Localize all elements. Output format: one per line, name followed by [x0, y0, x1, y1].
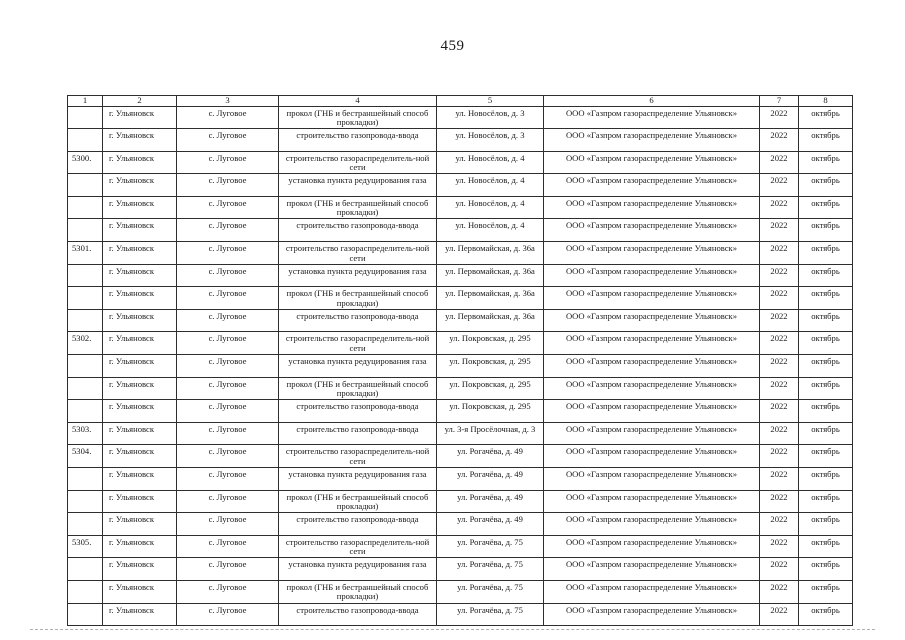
work-type-cell: установка пункта редуцирования газа [279, 355, 437, 378]
year-cell: 2022 [760, 513, 799, 536]
city-cell: г. Ульяновск [103, 151, 177, 174]
row-number-cell [68, 468, 103, 491]
year-cell: 2022 [760, 377, 799, 400]
settlement-cell: с. Луговое [177, 106, 279, 129]
address-cell: ул. Покровская, д. 295 [437, 355, 544, 378]
table-row [68, 558, 853, 581]
row-number-cell [68, 355, 103, 378]
work-type-cell: прокол (ГНБ и бестраншейный способ прокладки) [279, 490, 437, 513]
year-cell: 2022 [760, 242, 799, 265]
work-type-cell: строительство газораспределитель-ной сети [279, 332, 437, 355]
month-cell: октябрь [799, 332, 853, 355]
month-cell: октябрь [799, 422, 853, 445]
header-col-8: 8 [799, 96, 853, 107]
month-cell: октябрь [799, 490, 853, 513]
organization-cell: ООО «Газпром газораспределение Ульяновск» [544, 580, 760, 603]
row-number-cell [68, 580, 103, 603]
city-cell: г. Ульяновск [103, 558, 177, 581]
address-cell: ул. Рогачёва, д. 49 [437, 468, 544, 491]
city-cell: г. Ульяновск [103, 490, 177, 513]
month-cell: октябрь [799, 558, 853, 581]
month-cell: октябрь [799, 603, 853, 626]
city-cell: г. Ульяновск [103, 129, 177, 152]
organization-cell: ООО «Газпром газораспределение Ульяновск» [544, 287, 760, 310]
organization-cell: ООО «Газпром газораспределение Ульяновск» [544, 129, 760, 152]
city-cell: г. Ульяновск [103, 106, 177, 129]
settlement-cell: с. Луговое [177, 174, 279, 197]
settlement-cell: с. Луговое [177, 129, 279, 152]
settlement-cell: с. Луговое [177, 219, 279, 242]
month-cell: октябрь [799, 535, 853, 558]
month-cell: октябрь [799, 309, 853, 332]
row-number-cell: 5304. [68, 445, 103, 468]
work-type-cell: прокол (ГНБ и бестраншейный способ прокладки) [279, 580, 437, 603]
settlement-cell: с. Луговое [177, 490, 279, 513]
address-cell: ул. Покровская, д. 295 [437, 377, 544, 400]
year-cell: 2022 [760, 558, 799, 581]
table-row [68, 490, 853, 513]
month-cell: октябрь [799, 129, 853, 152]
table-row [68, 196, 853, 219]
settlement-cell: с. Луговое [177, 264, 279, 287]
row-number-cell [68, 377, 103, 400]
row-number-cell: 5301. [68, 242, 103, 265]
table-row [68, 219, 853, 242]
row-number-cell [68, 264, 103, 287]
table-row [68, 332, 853, 355]
city-cell: г. Ульяновск [103, 242, 177, 265]
work-type-cell: строительство газопровода-ввода [279, 513, 437, 536]
month-cell: октябрь [799, 151, 853, 174]
address-cell: ул. Новосёлов, д. 4 [437, 174, 544, 197]
table-row [68, 174, 853, 197]
table-row [68, 580, 853, 603]
address-cell: ул. Новосёлов, д. 4 [437, 196, 544, 219]
year-cell: 2022 [760, 332, 799, 355]
month-cell: октябрь [799, 513, 853, 536]
year-cell: 2022 [760, 468, 799, 491]
year-cell: 2022 [760, 535, 799, 558]
table-row [68, 377, 853, 400]
organization-cell: ООО «Газпром газораспределение Ульяновск» [544, 490, 760, 513]
month-cell: октябрь [799, 377, 853, 400]
city-cell: г. Ульяновск [103, 580, 177, 603]
year-cell: 2022 [760, 196, 799, 219]
organization-cell: ООО «Газпром газораспределение Ульяновск» [544, 400, 760, 423]
year-cell: 2022 [760, 287, 799, 310]
work-type-cell: строительство газопровода-ввода [279, 603, 437, 626]
year-cell: 2022 [760, 151, 799, 174]
organization-cell: ООО «Газпром газораспределение Ульяновск» [544, 558, 760, 581]
organization-cell: ООО «Газпром газораспределение Ульяновск» [544, 332, 760, 355]
settlement-cell: с. Луговое [177, 558, 279, 581]
month-cell: октябрь [799, 174, 853, 197]
row-number-cell [68, 513, 103, 536]
city-cell: г. Ульяновск [103, 174, 177, 197]
address-cell: ул. Первомайская, д. 36а [437, 264, 544, 287]
month-cell: октябрь [799, 106, 853, 129]
year-cell: 2022 [760, 445, 799, 468]
address-cell: ул. Покровская, д. 295 [437, 332, 544, 355]
header-row [68, 96, 853, 107]
organization-cell: ООО «Газпром газораспределение Ульяновск» [544, 603, 760, 626]
address-cell: ул. Рогачёва, д. 49 [437, 445, 544, 468]
address-cell: ул. Рогачёва, д. 75 [437, 603, 544, 626]
table-row [68, 264, 853, 287]
city-cell: г. Ульяновск [103, 264, 177, 287]
settlement-cell: с. Луговое [177, 287, 279, 310]
row-number-cell [68, 106, 103, 129]
address-cell: ул. Покровская, д. 295 [437, 400, 544, 423]
city-cell: г. Ульяновск [103, 332, 177, 355]
city-cell: г. Ульяновск [103, 535, 177, 558]
organization-cell: ООО «Газпром газораспределение Ульяновск» [544, 219, 760, 242]
header-col-7: 7 [760, 96, 799, 107]
work-type-cell: строительство газораспределитель-ной сети [279, 535, 437, 558]
city-cell: г. Ульяновск [103, 377, 177, 400]
settlement-cell: с. Луговое [177, 445, 279, 468]
organization-cell: ООО «Газпром газораспределение Ульяновск» [544, 377, 760, 400]
settlement-cell: с. Луговое [177, 513, 279, 536]
organization-cell: ООО «Газпром газораспределение Ульяновск» [544, 264, 760, 287]
table-row [68, 355, 853, 378]
city-cell: г. Ульяновск [103, 603, 177, 626]
month-cell: октябрь [799, 219, 853, 242]
address-cell: ул. Первомайская, д. 36а [437, 242, 544, 265]
table-row [68, 535, 853, 558]
work-type-cell: прокол (ГНБ и бестраншейный способ прокладки) [279, 287, 437, 310]
header-col-4: 4 [279, 96, 437, 107]
settlement-cell: с. Луговое [177, 309, 279, 332]
row-number-cell [68, 490, 103, 513]
table-row [68, 603, 853, 626]
month-cell: октябрь [799, 400, 853, 423]
settlement-cell: с. Луговое [177, 355, 279, 378]
organization-cell: ООО «Газпром газораспределение Ульяновск» [544, 468, 760, 491]
organization-cell: ООО «Газпром газораспределение Ульяновск» [544, 309, 760, 332]
row-number-cell [68, 558, 103, 581]
work-type-cell: строительство газораспределитель-ной сети [279, 151, 437, 174]
settlement-cell: с. Луговое [177, 242, 279, 265]
row-number-cell: 5300. [68, 151, 103, 174]
settlement-cell: с. Луговое [177, 422, 279, 445]
settlement-cell: с. Луговое [177, 400, 279, 423]
organization-cell: ООО «Газпром газораспределение Ульяновск» [544, 535, 760, 558]
year-cell: 2022 [760, 264, 799, 287]
table-row [68, 106, 853, 129]
organization-cell: ООО «Газпром газораспределение Ульяновск» [544, 513, 760, 536]
row-number-cell [68, 219, 103, 242]
month-cell: октябрь [799, 264, 853, 287]
row-number-cell: 5305. [68, 535, 103, 558]
address-cell: ул. Первомайская, д. 36а [437, 309, 544, 332]
month-cell: октябрь [799, 287, 853, 310]
organization-cell: ООО «Газпром газораспределение Ульяновск» [544, 151, 760, 174]
settlement-cell: с. Луговое [177, 580, 279, 603]
year-cell: 2022 [760, 355, 799, 378]
row-number-cell [68, 174, 103, 197]
year-cell: 2022 [760, 129, 799, 152]
address-cell: ул. 3-я Просёлочная, д. 3 [437, 422, 544, 445]
organization-cell: ООО «Газпром газораспределение Ульяновск» [544, 174, 760, 197]
month-cell: октябрь [799, 196, 853, 219]
page-bottom-edge [30, 629, 875, 630]
work-type-cell: строительство газораспределитель-ной сети [279, 242, 437, 265]
year-cell: 2022 [760, 309, 799, 332]
settlement-cell: с. Луговое [177, 535, 279, 558]
address-cell: ул. Новосёлов, д. 3 [437, 106, 544, 129]
settlement-cell: с. Луговое [177, 332, 279, 355]
settlement-cell: с. Луговое [177, 468, 279, 491]
month-cell: октябрь [799, 468, 853, 491]
work-type-cell: прокол (ГНБ и бестраншейный способ прокладки) [279, 196, 437, 219]
table-row [68, 513, 853, 536]
table-row [68, 242, 853, 265]
table-header [68, 96, 853, 107]
organization-cell: ООО «Газпром газораспределение Ульяновск» [544, 445, 760, 468]
work-type-cell: прокол (ГНБ и бестраншейный способ прокладки) [279, 377, 437, 400]
month-cell: октябрь [799, 242, 853, 265]
year-cell: 2022 [760, 219, 799, 242]
settlement-cell: с. Луговое [177, 196, 279, 219]
page-number: 459 [440, 38, 465, 54]
city-cell: г. Ульяновск [103, 513, 177, 536]
work-type-cell: строительство газопровода-ввода [279, 422, 437, 445]
address-cell: ул. Рогачёва, д. 75 [437, 535, 544, 558]
city-cell: г. Ульяновск [103, 287, 177, 310]
table-row [68, 151, 853, 174]
address-cell: ул. Рогачёва, д. 49 [437, 513, 544, 536]
address-cell: ул. Новосёлов, д. 3 [437, 129, 544, 152]
address-cell: ул. Рогачёва, д. 75 [437, 558, 544, 581]
work-type-cell: установка пункта редуцирования газа [279, 174, 437, 197]
row-number-cell: 5303. [68, 422, 103, 445]
city-cell: г. Ульяновск [103, 219, 177, 242]
row-number-cell [68, 196, 103, 219]
year-cell: 2022 [760, 603, 799, 626]
header-col-2: 2 [103, 96, 177, 107]
settlement-cell: с. Луговое [177, 377, 279, 400]
table-row [68, 445, 853, 468]
year-cell: 2022 [760, 422, 799, 445]
table-row [68, 129, 853, 152]
header-col-6: 6 [544, 96, 760, 107]
work-type-cell: строительство газопровода-ввода [279, 400, 437, 423]
table-row [68, 422, 853, 445]
table-row [68, 468, 853, 491]
table-row [68, 400, 853, 423]
address-cell: ул. Рогачёва, д. 49 [437, 490, 544, 513]
table-body [68, 106, 853, 626]
header-col-5: 5 [437, 96, 544, 107]
work-type-cell: установка пункта редуцирования газа [279, 558, 437, 581]
address-cell: ул. Новосёлов, д. 4 [437, 219, 544, 242]
organization-cell: ООО «Газпром газораспределение Ульяновск» [544, 422, 760, 445]
work-type-cell: строительство газопровода-ввода [279, 309, 437, 332]
table-row [68, 287, 853, 310]
city-cell: г. Ульяновск [103, 196, 177, 219]
year-cell: 2022 [760, 174, 799, 197]
address-cell: ул. Первомайская, д. 36а [437, 287, 544, 310]
city-cell: г. Ульяновск [103, 400, 177, 423]
address-cell: ул. Новосёлов, д. 4 [437, 151, 544, 174]
row-number-cell [68, 309, 103, 332]
city-cell: г. Ульяновск [103, 422, 177, 445]
city-cell: г. Ульяновск [103, 309, 177, 332]
row-number-cell [68, 603, 103, 626]
city-cell: г. Ульяновск [103, 468, 177, 491]
organization-cell: ООО «Газпром газораспределение Ульяновск» [544, 355, 760, 378]
work-type-cell: строительство газопровода-ввода [279, 219, 437, 242]
row-number-cell [68, 129, 103, 152]
organization-cell: ООО «Газпром газораспределение Ульяновск» [544, 106, 760, 129]
year-cell: 2022 [760, 400, 799, 423]
work-schedule-table [67, 95, 853, 626]
row-number-cell [68, 287, 103, 310]
year-cell: 2022 [760, 580, 799, 603]
month-cell: октябрь [799, 445, 853, 468]
work-type-cell: прокол (ГНБ и бестраншейный способ прокладки) [279, 106, 437, 129]
year-cell: 2022 [760, 106, 799, 129]
organization-cell: ООО «Газпром газораспределение Ульяновск» [544, 242, 760, 265]
work-type-cell: установка пункта редуцирования газа [279, 468, 437, 491]
work-type-cell: установка пункта редуцирования газа [279, 264, 437, 287]
month-cell: октябрь [799, 355, 853, 378]
work-type-cell: строительство газопровода-ввода [279, 129, 437, 152]
month-cell: октябрь [799, 580, 853, 603]
row-number-cell: 5302. [68, 332, 103, 355]
organization-cell: ООО «Газпром газораспределение Ульяновск» [544, 196, 760, 219]
year-cell: 2022 [760, 490, 799, 513]
city-cell: г. Ульяновск [103, 355, 177, 378]
table-row [68, 309, 853, 332]
city-cell: г. Ульяновск [103, 445, 177, 468]
work-type-cell: строительство газораспределитель-ной сети [279, 445, 437, 468]
header-col-3: 3 [177, 96, 279, 107]
row-number-cell [68, 400, 103, 423]
settlement-cell: с. Луговое [177, 603, 279, 626]
address-cell: ул. Рогачёва, д. 75 [437, 580, 544, 603]
settlement-cell: с. Луговое [177, 151, 279, 174]
header-col-1: 1 [68, 96, 103, 107]
